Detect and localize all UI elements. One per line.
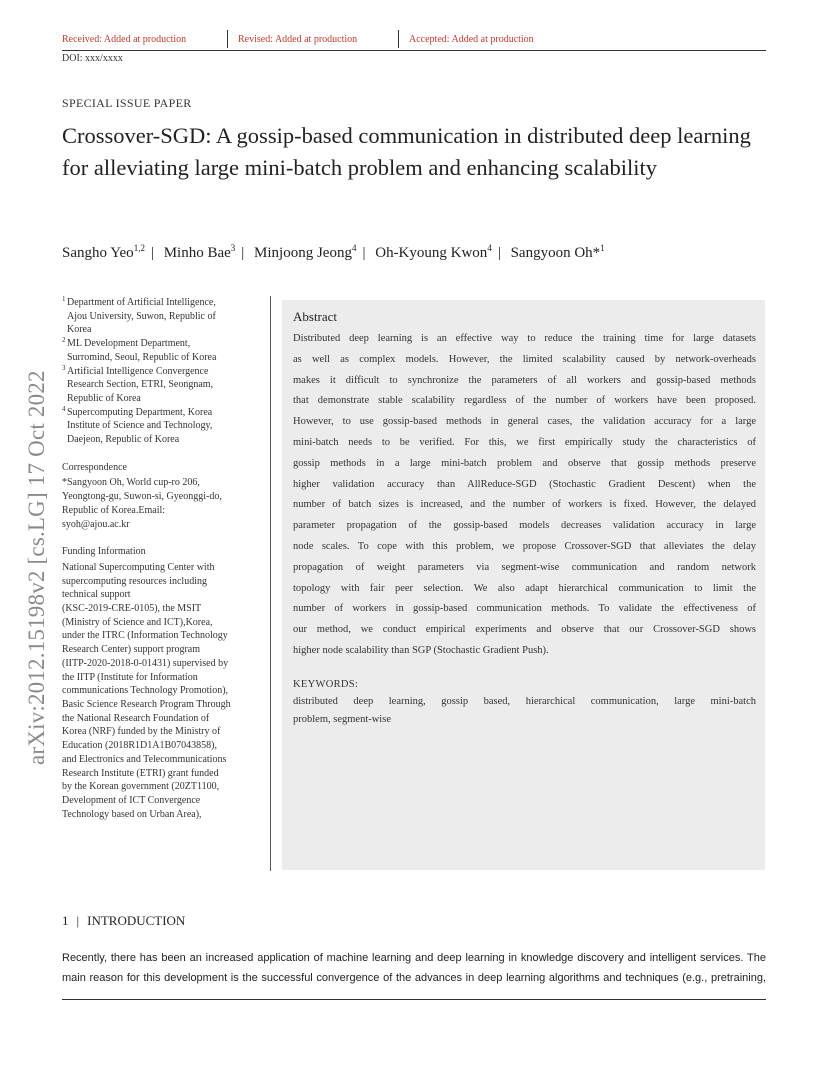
abstract-body: Distributed deep learning is an effective way to reduce the training time for large datasets as well as complex models. However, the limited scalability caused by network-overheads makes it difficult to synchronize the parameters of all workers and gossip-based methods that demonstrate stable scalability regardless of the number of workers have been proposed. However, to use gossip-based methods in general cases, the validation accuracy for a large mini-batch needs to be verified. For this, we first empirically study the characteristics of gossip methods in a large mini-batch problem and observe that gossip methods preserve higher validation accuracy than AllReduce-SGD (Stochastic Gradient Descent) when the number of batch sizes is increased, and the number of workers is fixed. However, the delayed parameter propagation of the gossip-based models decreases validation accuracy in large node scales. To cope with this problem, we propose Crossover-SGD that alleviates the delay propagation of weight parameters via segment-wise communication and random network topology with fair peer selection. We also adapt hierarchical communication to limit the number of workers in gossip-based communication methods. To validate the effectiveness of our method, we conduct empirical experiments and observe that our Crossover-SGD shows higher node scalability than SGP (Stochastic Gradient Push). [293, 333, 756, 656]
correspondence: Correspondence *Sangyoon Oh, World cup-ro 206, Yeongtong-gu, Suwon-si, Gyeonggi-do, Republic of Korea.Email: syoh@ajou.ac.kr [62, 461, 272, 532]
arxiv-stamp [24, 285, 48, 765]
keywords-label: KEYWORDS: [293, 679, 359, 690]
divider [227, 30, 228, 48]
accepted-date: Accepted: Added at production [409, 34, 534, 45]
affiliation: 3 Artificial Intelligence Convergence Research Section, ETRI, Seongnam, Republic of Korea [62, 363, 214, 404]
section-title: INTRODUCTION [87, 913, 186, 928]
author: Sangho Yeo$^{1,2}$ [62, 243, 145, 261]
doi-label: DOI: xxx/xxxx [62, 53, 123, 64]
correspondence-label: Correspondence [62, 461, 127, 473]
revised-date: Revised: Added at production [238, 34, 358, 45]
affiliation: 2 ML Development Department, Surromind, Seoul, Republic of Korea [62, 336, 217, 363]
received-date: Received: Added at production [62, 34, 187, 45]
paper-title: Crossover-SGD: A gossip-based communication in distributed deep learning for alleviating large mini-batch problem and enhancing scalability [62, 123, 751, 180]
abstract-box [282, 300, 765, 870]
intro-paragraph: Recently, there has been an increased application of machine learning and deep learning in knowledge discovery and intelligent services. The main reason for this development is the successful convergence of the advances in deep learning algorithms and techniques (e.g., pretraining, [62, 952, 766, 984]
publication-history-bar [62, 32, 766, 51]
affiliation: 4 Supercomputing Department, Korea Institute of Science and Technology, Daejeon, Republic of Korea [62, 404, 213, 446]
section-heading: 1 | INTRODUCTION [62, 913, 186, 928]
arxiv-id: arXiv:2012.15198v2 [cs.LG] 17 Oct 2022 [24, 370, 49, 765]
abstract-heading: Abstract [293, 309, 338, 324]
affiliation: 1 Department of Artificial Intelligence, Ajou University, Suwon, Republic of Korea [62, 295, 216, 336]
metadata-column [62, 296, 272, 821]
email: syoh@ajou.ac.kr [62, 518, 130, 530]
keywords-list: distributed deep learning, gossip based, hierarchical communication, large mini-batch problem, segment-wise [293, 696, 756, 725]
author: Sangyoon Oh*$^1$ [510, 243, 605, 261]
funding-label: Funding Information [62, 546, 146, 558]
funding-information: Funding Information National Supercomputing Center with supercomputing resources including technical support (KSC-2019-CRE-0105), the MSIT (Ministry of Science and ICT),Korea, under the ITRC (Information Technology Research Center) support program (IITP-2020-2018-0-01431) supervised by the IITP (Institute for Information communications Technology Promotion), Basic Science Research Program Through the National Research Foundation of Korea (NRF) funded by the Ministry of Education (2018R1D1A1B07043858), and Electronics and Telecommunications Research Institute (ETRI) grant funded by the Korean government (20ZT1100, Development of ICT Convergence Technology based on Urban Area), [62, 545, 272, 821]
author-list: Sangho Yeo$^{1,2}$ | Minho Bae$^3$ | Minjoong Jeong$^4$ | Oh-Kyoung Kwon$^4$ | Sangyoon Oh*$^1$ [62, 243, 605, 261]
paper-type-label: SPECIAL ISSUE PAPER [62, 96, 192, 110]
divider [398, 30, 399, 48]
author: Minjoong Jeong$^4$ [254, 243, 357, 261]
footer-rule [62, 999, 766, 1000]
section-number: 1 [62, 913, 69, 928]
author: Oh-Kyoung Kwon$^4$ [375, 243, 492, 261]
author: Minho Bae$^3$ [163, 243, 236, 261]
